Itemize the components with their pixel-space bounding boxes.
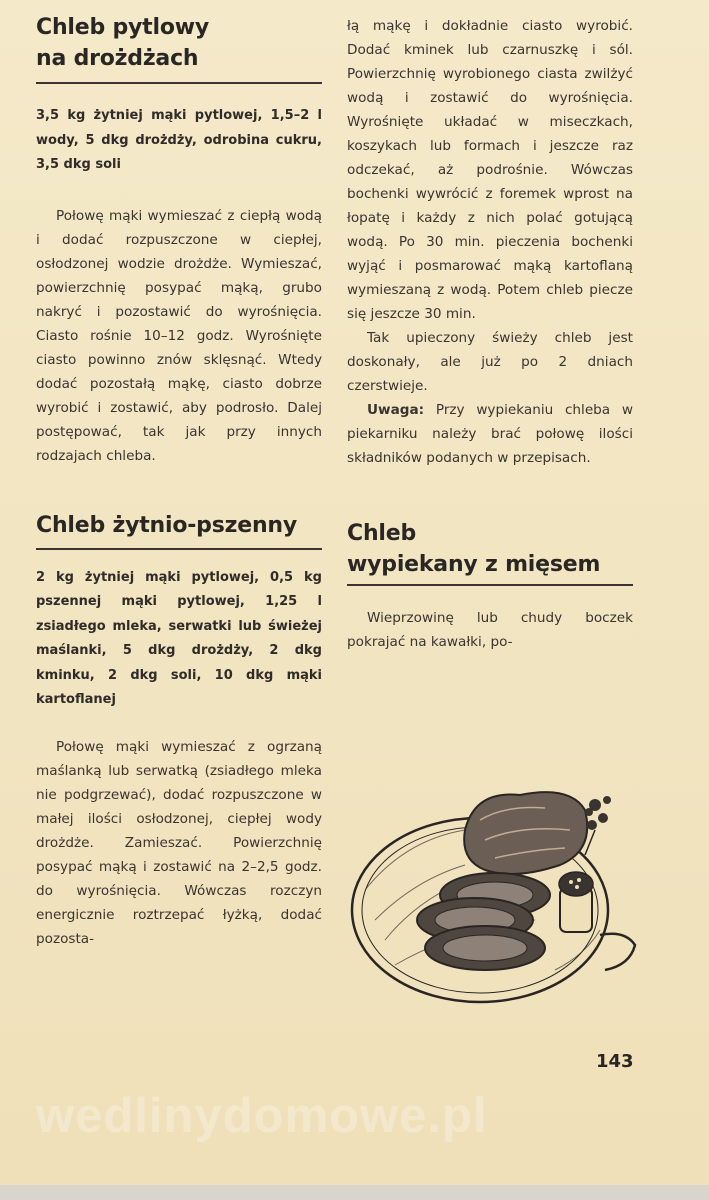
bread-meat-illustration (345, 770, 645, 1020)
recipe2-note (347, 398, 633, 470)
left-column (36, 0, 322, 951)
note-text: Przy wypiekaniu chleba w piekarniku należy brać połowę ilości składników podanych w przepisach. (347, 402, 633, 466)
recipe2-ingredients: 2 kg żytniej mąki pytlowej, 0,5 kg pszennej mąki pytlowej, 1,25 l zsiadłego mleka, serwatki lub świeżej maślanki, 5 dkg drożdży, 2 dkg kminku, 2 dkg soli, 10 dkg mąki kartoflanej (36, 569, 322, 707)
recipe1-title-line1: Chleb pytlowy (36, 15, 210, 40)
scan-border (0, 1185, 709, 1200)
roast-loaf-drawing (464, 792, 587, 874)
recipe3-title-line1: Chleb (347, 521, 417, 546)
parsley-drawing (585, 796, 611, 855)
recipe2-title: Chleb żytnio-pszenny (36, 512, 298, 538)
recipe3-title-line2: wypiekany z mięsem (347, 552, 601, 577)
recipe2-method-extra: Tak upieczony świeży chleb jest doskonały, ale już po 2 dniach czerstwieje. (347, 330, 633, 394)
recipe3-title (347, 518, 633, 580)
recipe1-method: Połowę mąki wymieszać z ciepłą wodą i dodać rozpuszczone w ciepłej, osłodzonej wodzie drożdże. Wymieszać, powierzchnię posypać mąką, grubo nakryć i pozostawić do wyrośnięcia. Ciasto rośnie 10–12 godz. Wyrośnięte ciasto powinno znów sklęsnąć. Wtedy dodać pozostałą mąkę, ciasto dobrze wyrobić i zostawić, aby podrosło. Dalej postępować, tak jak przy innych rodzajach chleba. (36, 207, 322, 464)
recipe2-method-part1: Połowę mąki wymieszać z ogrzaną maślanką lub serwatką (zsiadłego mleka nie podgrzewać), dodać rozpuszczone w małej ilości osłodzonej, ciepłej wody drożdże. Zamieszać. Powierzchnię posypać mąką i zostawić na 2–2,5 godz. do wyrośnięcia. Wówczas rozczyn energicznie roztrzepać łyżką, dodać pozosta- (36, 738, 322, 947)
recipe1-title-line2: na drożdżach (36, 46, 199, 71)
recipe1-title (36, 12, 322, 74)
page-number: 143 (596, 1051, 634, 1072)
recipe1-ingredients: 3,5 kg żytniej mąki pytlowej, 1,5–​2 l wody, 5 dkg drożdży, odrobina cukru, 3,5 dkg soli (36, 108, 322, 172)
watermark: wedlinydomowe.pl (36, 1089, 488, 1143)
recipe3-method: Wieprzowinę lub chudy boczek pokrajać na kawałki, po- (347, 610, 633, 650)
bread-slices-drawing (417, 873, 550, 970)
note-label: Uwaga: (367, 402, 425, 418)
right-column (347, 0, 633, 654)
salt-shaker-drawing (559, 872, 593, 932)
recipe2-method-part2: łą mąkę i dokładnie ciasto wyrobić. Dodać kminek lub czarnuszkę i sól. Powierzchnię wyrobionego ciasta zwilżyć wodą i zostawić do wyrośnięcia. Wyrośnięte układać w miseczkach, koszykach lub formach i jeszcze raz odczekać, aż podrośnie. Wówczas bochenki wywrócić z foremek wprost na łopatę i każdy z nich polać gotującą wodą. Po 30 min. pieczenia bochenki wyjąć i posmarować mąką kartoflaną wymieszaną z wodą. Potem chleb piecze się jeszcze 30 min. (347, 18, 633, 322)
